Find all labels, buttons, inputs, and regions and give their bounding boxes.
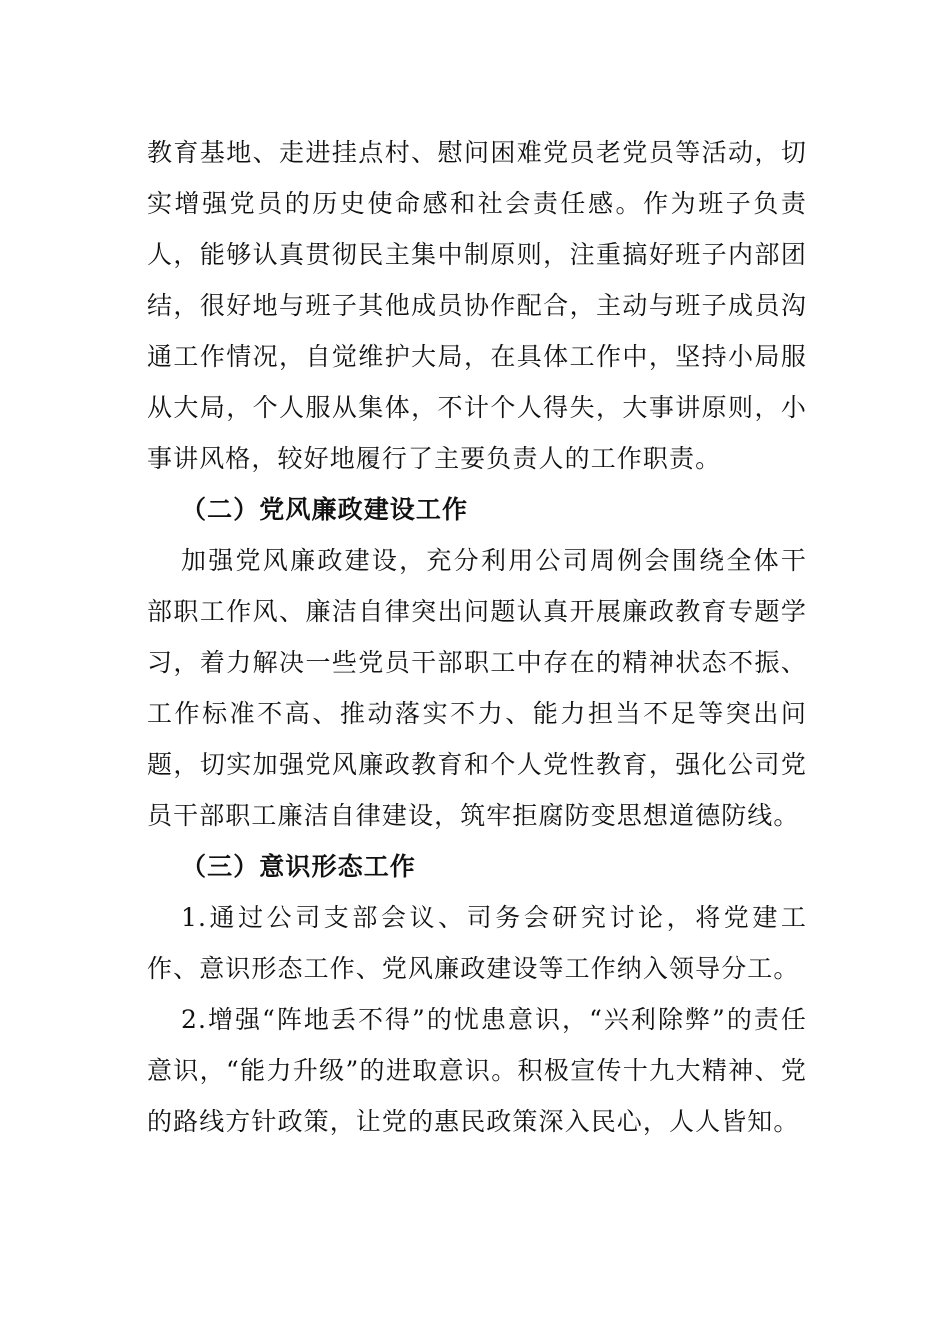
- list-item-2: 2.增强“阵地丢不得”的忧患意识，“兴利除弊”的责任意识，“能力升级”的进取意识。积极宣传十九大精神、党的路线方针政策，让党的惠民政策深入民心，人人皆知。: [147, 1005, 807, 1136]
- section-heading-party-conduct: （二）党风廉政建设工作: [181, 495, 469, 524]
- section-heading-ideology: （三）意识形态工作: [181, 852, 416, 881]
- paragraph-continuation: 教育基地、走进挂点村、慰问困难党员老党员等活动，切实增强党员的历史使命感和社会责任感。作为班子负责人，能够认真贯彻民主集中制原则，注重搞好班子内部团结，很好地与班子其他成员协作配合，主动与班子成员沟通工作情况，自觉维护大局，在具体工作中，坚持小局服从大局，个人服从集体，不计个人得失，大事讲原则，小事讲风格，较好地履行了主要负责人的工作职责。: [147, 138, 807, 473]
- paragraph-party-conduct: 加强党风廉政建设，充分利用公司周例会围绕全体干部职工作风、廉洁自律突出问题认真开展廉政教育专题学习，着力解决一些党员干部职工中存在的精神状态不振、工作标准不高、推动落实不力、能力担当不足等突出问题，切实加强党风廉政教育和个人党性教育，强化公司党员干部职工廉洁自律建设，筑牢拒腐防变思想道德防线。: [147, 546, 807, 830]
- list-item-1: 1.通过公司支部会议、司务会研究讨论，将党建工作、意识形态工作、党风廉政建设等工作纳入领导分工。: [147, 903, 807, 983]
- document-body: [147, 127, 807, 1147]
